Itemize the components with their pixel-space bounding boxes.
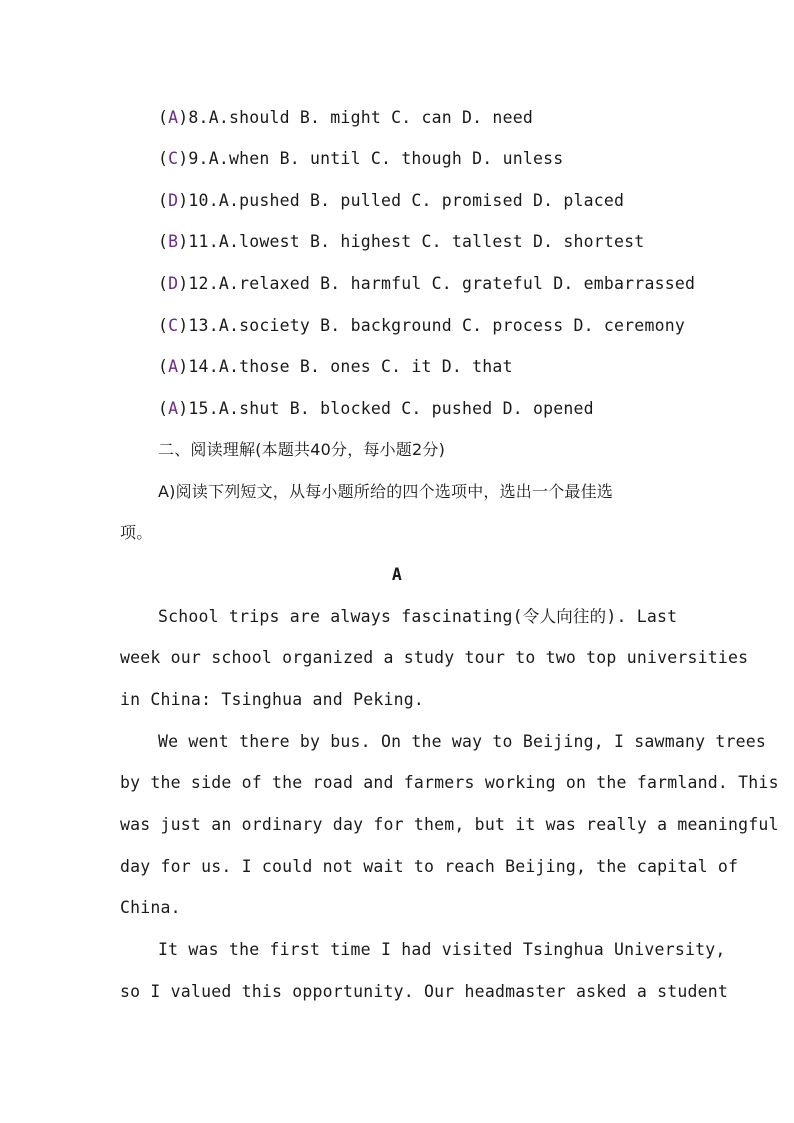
question-11: (B)11.A.lowest B. highest C. tallest D. shortest [158,232,645,251]
question-13: (C)13.A.society B. background C. process D. ceremony [158,316,685,335]
answer-letter: A [168,357,179,376]
question-10: (D)10.A.pushed B. pulled C. promised D. placed [158,191,625,210]
passage-line: was just an ordinary day for them, but it was really a meaningful [120,815,779,834]
answer-letter: D [168,191,179,210]
passage-line: School trips are always fascinating(令人向往的). Last [158,607,678,626]
answer-letter: A [168,399,179,418]
answer-letter: A [168,108,179,127]
question-options: 8.A.should B. might C. can D. need [188,108,533,127]
answer-letter: C [168,316,179,335]
question-15: (A)15.A.shut B. blocked C. pushed D. opened [158,399,594,418]
question-options: 14.A.those B. ones C. it D. that [188,357,513,376]
question-options: 10.A.pushed B. pulled C. promised D. placed [188,191,625,210]
passage-line: by the side of the road and farmers working on the farmland. This [120,773,779,792]
question-9: (C)9.A.when B. until C. though D. unless [158,149,564,168]
question-12: (D)12.A.relaxed B. harmful C. grateful D. embarrassed [158,274,696,293]
question-options: 9.A.when B. until C. though D. unless [188,149,564,168]
passage-line: It was the first time I had visited Tsinghua University, [158,940,726,959]
question-options: 13.A.society B. background C. process D. ceremony [188,316,685,335]
section-heading: 二、阅读理解(本题共40分，每小题2分) [158,440,446,459]
passage-line: week our school organized a study tour to two top universities [120,648,749,667]
question-options: 12.A.relaxed B. harmful C. grateful D. embarrassed [188,274,696,293]
question-options: 11.A.lowest B. highest C. tallest D. shortest [188,232,645,251]
passage-line: in China: Tsinghua and Peking. [120,690,425,709]
question-14: (A)14.A.those B. ones C. it D. that [158,357,513,376]
question-options: 15.A.shut B. blocked C. pushed D. opened [188,399,594,418]
instruction-line-1: A)阅读下列短文，从每小题所给的四个选项中，选出一个最佳选 [158,482,613,501]
passage-line: so I valued this opportunity. Our headmaster asked a student [120,982,729,1001]
answer-letter: B [168,232,179,251]
passage-line: We went there by bus. On the way to Beijing, I sawmany trees [158,732,767,751]
passage-line: day for us. I could not wait to reach Beijing, the capital of [120,857,739,876]
answer-letter: D [168,274,179,293]
answer-letter: C [168,149,179,168]
passage-title: A [391,565,403,584]
instruction-line-2: 项。 [120,523,153,542]
passage-line: China. [120,898,181,917]
question-8: (A)8.A.should B. might C. can D. need [158,108,533,127]
